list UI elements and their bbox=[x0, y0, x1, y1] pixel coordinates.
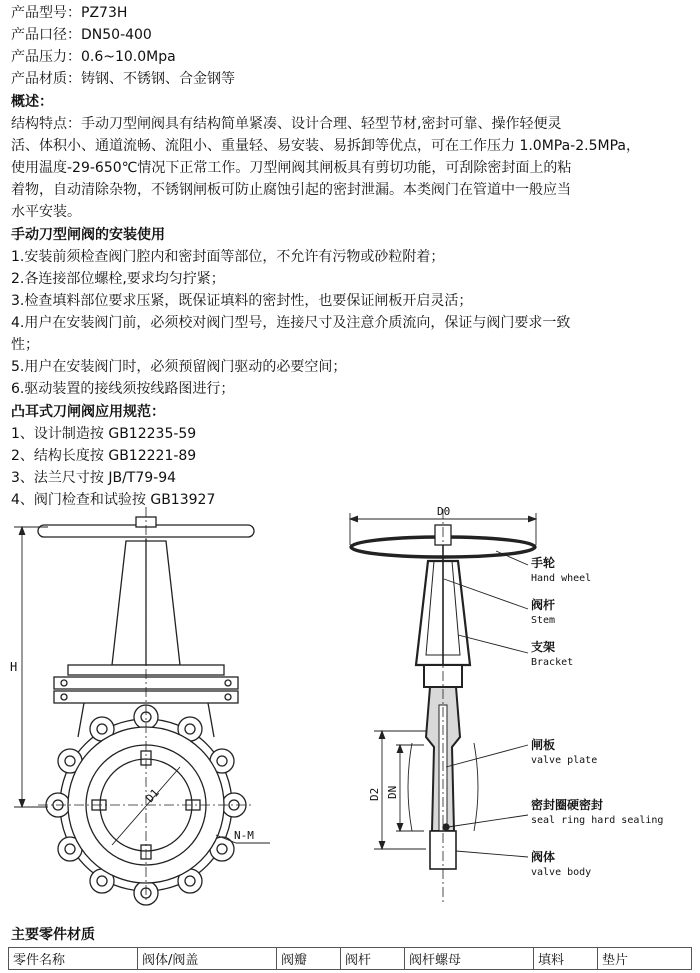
h-dimension bbox=[14, 527, 48, 807]
install-heading: 手动刀型闸阀的安装使用 bbox=[11, 227, 165, 243]
overview-line: 使用温度-29-650℃情况下正常工作。刀型闸阀其闸板具有剪切功能，可刮除密封面上的粘 bbox=[11, 160, 572, 176]
d2-dn-dimensions bbox=[374, 731, 426, 849]
table-header-cell: 填料 bbox=[534, 948, 598, 970]
standard-item: 2、结构长度按 GB12221-89 bbox=[11, 448, 197, 464]
side-view bbox=[350, 509, 536, 903]
standard-item: 3、法兰尺寸按 JB/T79-94 bbox=[11, 470, 177, 486]
parts-table bbox=[8, 947, 692, 970]
front-view bbox=[14, 507, 270, 905]
install-step: 2.各连接部位螺栓,要求均匀拧紧； bbox=[11, 271, 225, 287]
dim-d2-label: D2 bbox=[368, 787, 381, 801]
callout-zh: 阀体 bbox=[531, 850, 556, 864]
overview-line: 结构特点：手动刀型闸阀具有结构简单紧凑、设计合理、轻型节材,密封可靠、操作轻便灵 bbox=[11, 116, 562, 132]
dim-dn-label: DN bbox=[386, 785, 399, 799]
install-step: 性； bbox=[11, 337, 39, 353]
table-header-cell: 阀杆 bbox=[341, 948, 405, 970]
callout-zh: 阀杆 bbox=[531, 598, 556, 612]
table-header-cell: 阀体/阀盖 bbox=[138, 948, 277, 970]
spec-pressure: 产品压力：0.6~10.0Mpa bbox=[11, 49, 176, 65]
table-row bbox=[9, 948, 692, 970]
overview-heading: 概述： bbox=[11, 94, 53, 110]
callout-en: valve body bbox=[531, 867, 592, 878]
dim-d0-label: D0 bbox=[437, 505, 451, 518]
standard-item: 1、设计制造按 GB12235-59 bbox=[11, 426, 197, 442]
table-header-cell: 垫片 bbox=[598, 948, 692, 970]
dim-d1-label: D1 bbox=[143, 786, 162, 805]
overview-line: 水平安装。 bbox=[11, 204, 81, 220]
install-step: 6.驱动装置的接线须按线路图进行； bbox=[11, 381, 235, 397]
table-header-cell: 零件名称 bbox=[9, 948, 138, 970]
dim-h-label: H bbox=[10, 660, 18, 674]
install-step: 4.用户在安装阀门前，必须校对阀门型号，连接尺寸及注意介质流向，保证与阀门要求一致 bbox=[11, 315, 571, 331]
callout-zh: 支架 bbox=[531, 640, 556, 654]
overview-line: 着物，自动清除杂物，不锈钢闸板可防止腐蚀引起的密封泄漏。本类阀门在管道中一般应当 bbox=[11, 182, 571, 198]
parts-heading: 主要零件材质 bbox=[11, 927, 95, 943]
standard-item: 4、阀门检查和试验按 GB13927 bbox=[11, 492, 216, 508]
overview-line: 活、体积小、通道流畅、流阻小、重量轻、易安装、易拆卸等优点，可在工作压力 1.0MPa-2.5MPa， bbox=[11, 138, 640, 154]
standards-heading: 凸耳式刀闸阀应用规范： bbox=[11, 404, 165, 420]
install-step: 3.检查填料部位要求压紧，既保证填料的密封性，也要保证闸板开启灵活； bbox=[11, 293, 473, 309]
callout-zh: 闸板 bbox=[531, 738, 556, 752]
callout-zh: 手轮 bbox=[531, 556, 556, 570]
callout-en: seal ring hard sealing bbox=[531, 815, 664, 826]
callout-en: Bracket bbox=[531, 657, 574, 668]
install-step: 1.安装前须检查阀门腔内和密封面等部位，不允许有污物或砂粒附着； bbox=[11, 249, 445, 265]
table-header-cell: 阀杆螺母 bbox=[405, 948, 534, 970]
bore-right bbox=[474, 743, 478, 831]
callout-zh: 密封圈硬密封 bbox=[531, 798, 604, 812]
callout-en: valve plate bbox=[531, 755, 598, 766]
spec-diameter: 产品口径：DN50-400 bbox=[11, 27, 152, 43]
bore-left bbox=[408, 743, 412, 831]
dim-nm-label: N-M bbox=[234, 829, 254, 842]
callout-labels bbox=[531, 555, 663, 878]
spec-material: 产品材质：铸钢、不锈钢、合金钢等 bbox=[11, 71, 235, 87]
valve-drawing bbox=[8, 505, 692, 907]
install-step: 5.用户在安装阀门时，必须预留阀门驱动的必要空间； bbox=[11, 359, 347, 375]
table-header-cell: 阀瓣 bbox=[277, 948, 341, 970]
spec-model: 产品型号：PZ73H bbox=[11, 5, 128, 21]
callout-en: Hand wheel bbox=[531, 573, 592, 584]
callout-en: Stem bbox=[531, 615, 556, 626]
